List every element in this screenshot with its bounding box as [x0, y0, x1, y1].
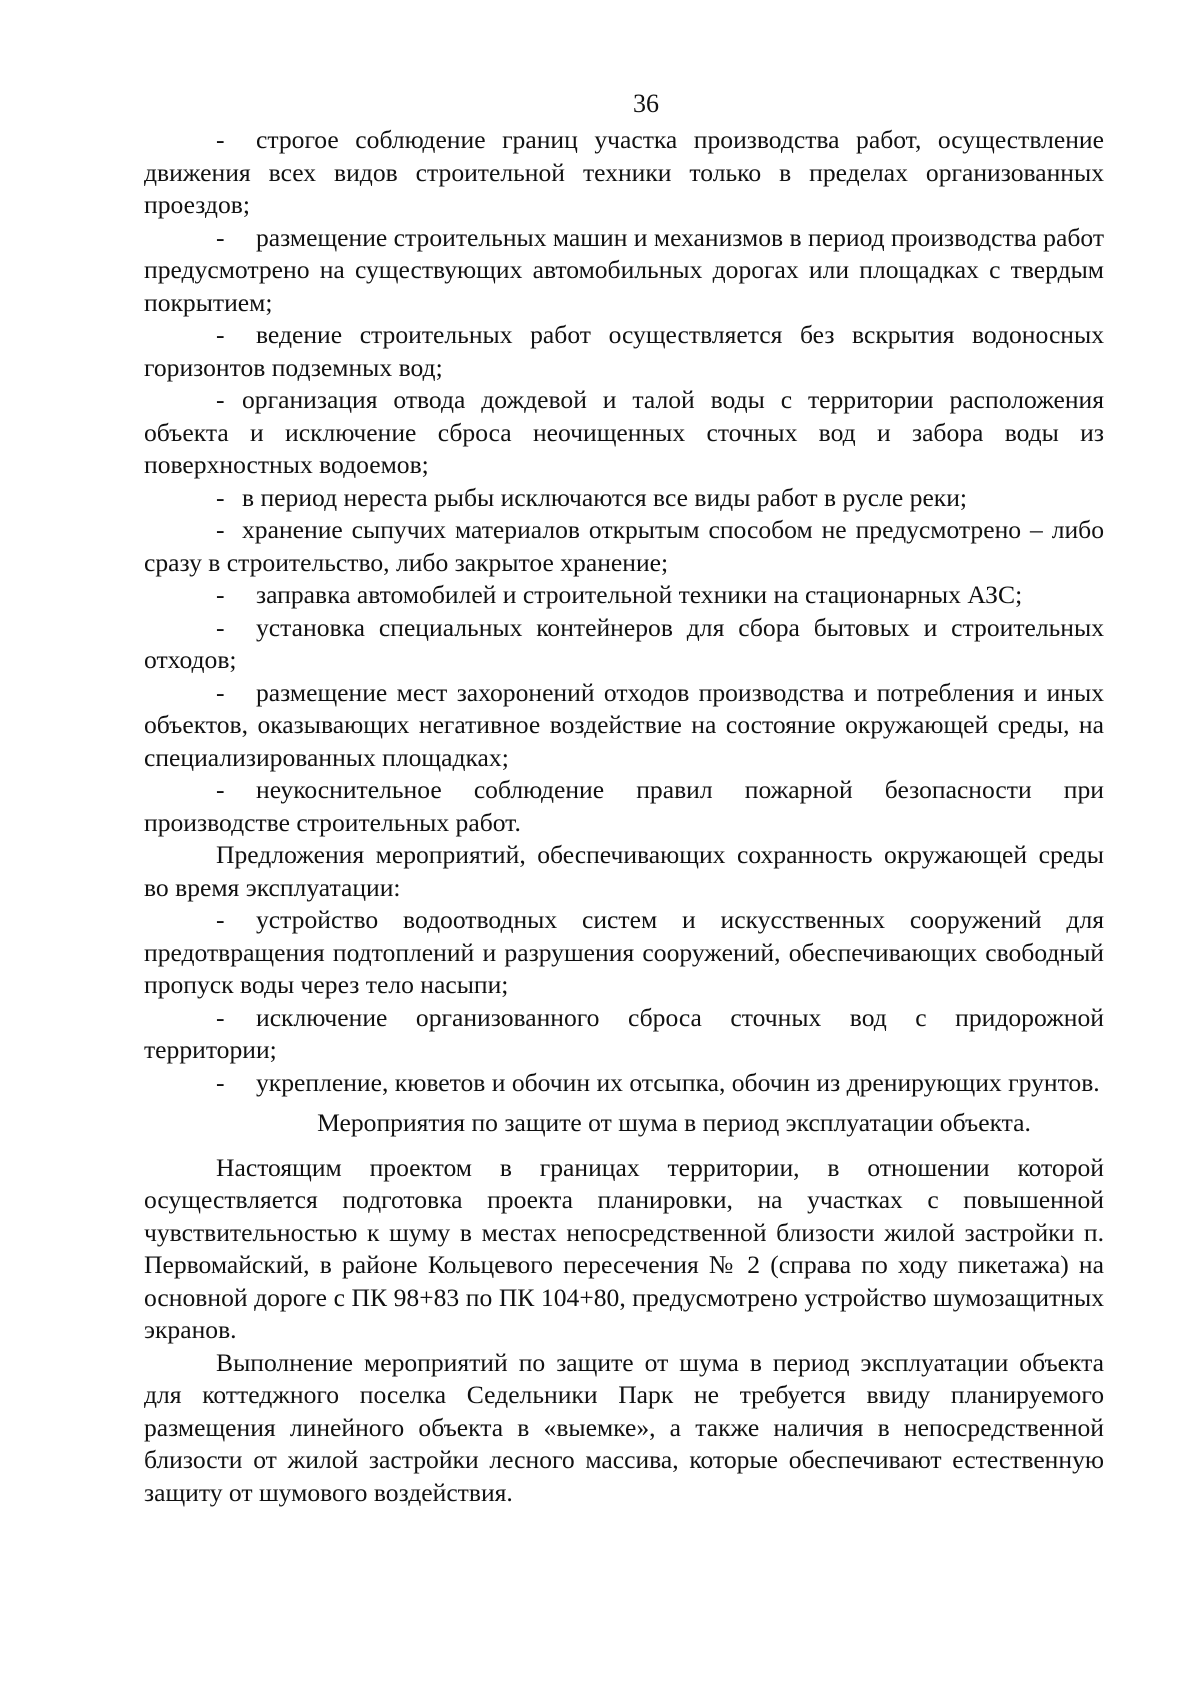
dash-bullet: - — [216, 320, 225, 349]
list-item — [144, 677, 1104, 775]
list-item — [144, 612, 1104, 677]
dash-bullet: - — [216, 385, 225, 414]
list-item — [144, 514, 1104, 579]
dash-bullet: - — [216, 612, 225, 642]
list-item-text: размещение строительных машин и механизмов в период производства работ предусмотрено на существующих автомобильных дорогах или площадках с твердым покрытием; — [144, 222, 1105, 317]
dash-bullet: - — [216, 775, 225, 804]
list-item — [144, 124, 1104, 222]
list-item — [144, 482, 1104, 515]
dash-bullet: - — [216, 125, 225, 154]
dash-bullet: - — [216, 1002, 225, 1032]
list-item-text: организация отвода дождевой и талой воды с территории расположения объекта и исключение сброса неочищенных сточных вод и забора воды из поверхностных водоемов; — [144, 385, 1104, 479]
dash-bullet: - — [216, 905, 225, 934]
list-item-text: строгое соблюдение границ участка производства работ, осуществление движения всех видов строительной техники только в пределах организованных проездов; — [144, 125, 1104, 219]
list-item-text: размещение мест захоронений отходов производства и потребления и иных объектов, оказывающих негативное воздействие на состояние окружающей среды, на специализированных площадках; — [144, 677, 1104, 772]
list-item — [144, 774, 1104, 839]
list-item — [144, 222, 1104, 320]
list-item — [144, 1067, 1104, 1100]
list-item-text: хранение сыпучих материалов открытым способом не предусмотрено – либо сразу в строительство, либо закрытое хранение; — [144, 515, 1104, 577]
dash-bullet: - — [216, 580, 225, 609]
dash-bullet: - — [216, 482, 225, 512]
list-item — [144, 904, 1104, 1002]
section-heading: Мероприятия по защите от шума в период эксплуатации объекта. — [317, 1108, 1031, 1137]
list-item — [144, 1002, 1104, 1067]
paragraph-noise-1: Настоящим проектом в границах территории, в отношении которой осуществляется подготовка проекта планировки, на участках с повышенной чувствительностью к шуму в местах непосредственной близости жилой застройки п. Первомайский, в районе Кольцевого пересечения № 2 (справа по ходу пикетажа) на основной дороге с ПК 98+83 по ПК 104+80, предусмотрено устройство шумозащитных экранов. — [144, 1152, 1104, 1344]
page-number: 36 — [633, 89, 659, 118]
list-item-text: в период нереста рыбы исключаются все виды работ в русле реки; — [242, 482, 968, 512]
list-item-text: неукоснительное соблюдение правил пожарной безопасности при производстве строительных работ. — [144, 775, 1104, 837]
dash-bullet: - — [216, 222, 225, 252]
list-item-text: укрепление, кюветов и обочин их отсыпка, обочин из дренирующих грунтов. — [256, 1067, 1100, 1097]
list-item — [144, 319, 1104, 384]
dash-bullet: - — [216, 1067, 225, 1097]
list-item — [144, 384, 1104, 482]
list-item — [144, 579, 1104, 612]
paragraph-noise-2: Выполнение мероприятий по защите от шума в период эксплуатации объекта для коттеджного поселка Седельники Парк не требуется ввиду планируемого размещения линейного объекта в «выемке», а также наличия в непосредственной близости от жилой застройки лесного массива, которые обеспечивают естественную защиту от шумового воздействия. — [144, 1347, 1104, 1507]
paragraph-operation-intro: Предложения мероприятий, обеспечивающих сохранность окружающей среды во время эксплуатации: — [144, 840, 1104, 902]
dash-bullet: - — [216, 515, 225, 544]
list-item-text: устройство водоотводных систем и искусственных сооружений для предотвращения подтоплений и разрушения сооружений, обеспечивающих свободный пропуск воды через тело насыпи; — [144, 905, 1104, 999]
list-item-text: заправка автомобилей и строительной техники на стационарных АЗС; — [256, 580, 1023, 609]
dash-bullet: - — [216, 677, 225, 707]
list-item-text: исключение организованного сброса сточных вод с придорожной территории; — [144, 1002, 1104, 1064]
list-item-text: установка специальных контейнеров для сбора бытовых и строительных отходов; — [144, 612, 1104, 674]
list-item-text: ведение строительных работ осуществляется без вскрытия водоносных горизонтов подземных вод; — [144, 320, 1104, 382]
